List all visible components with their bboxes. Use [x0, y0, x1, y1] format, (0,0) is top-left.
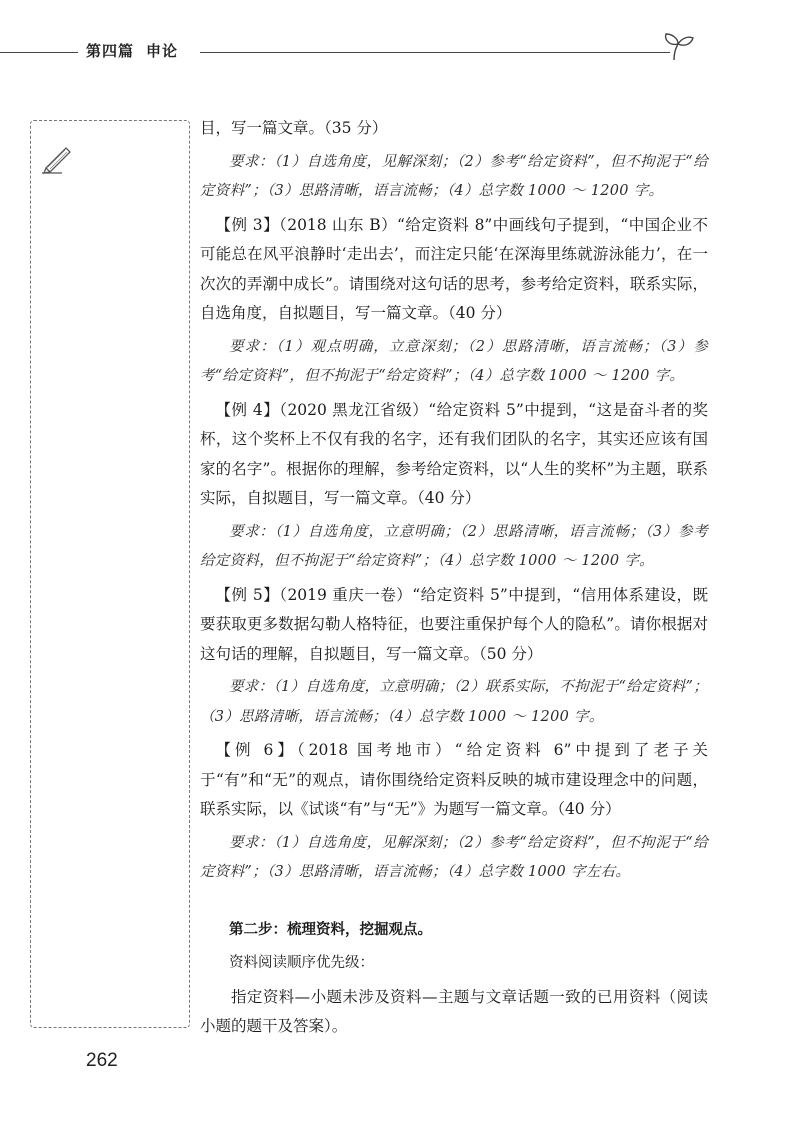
paragraph-continuation: 目，写一篇文章。（35 分） — [200, 119, 388, 137]
article-content — [200, 114, 708, 1046]
header-rule-left — [0, 52, 78, 53]
requirements-example-5: 要求：（1）自选角度，立意明确；（2）联系实际，不拘泥于“给定资料”；（3）思路清晰，语言流畅；（4）总字数 1000 ～ 1200 字。 — [200, 679, 708, 725]
example-4: 【例 4】（2020 黑龙江省级）“给定资料 5”中提到，“这是奋斗者的奖杯，这个奖杯上不仅有我的名字，还有我们团队的名字，其实还应该有国家的名字”。根据你的理解，参考给定资料，以“人生的奖杯”为主题，联系实际，自拟题目，写一篇文章。（40 分） — [200, 400, 708, 507]
part-label: 第四篇 — [86, 42, 135, 60]
example-5: 【例 5】（2019 重庆一卷）“给定资料 5”中提到，“信用体系建设，既要获取更多数据勾勒人格特征，也要注重保护每个人的隐私”。请你根据对这句话的理解，自拟题目，写一篇文章。（50 分） — [200, 585, 708, 663]
pen-icon — [40, 140, 74, 174]
notes-sidebar — [30, 120, 190, 1028]
section-header — [86, 40, 178, 61]
example-3: 【例 3】（2018 山东 B）“给定资料 8”中画线句子提到，“中国企业不可能总在风平浪静时‘走出去’，而注定只能‘在深海里练就游泳能力’，在一次次的弄潮中成长”。请围绕对这句话的思考，参考给定资料，联系实际，自选角度，自拟题目，写一篇文章。（40 分） — [200, 215, 708, 322]
step-two-heading: 第二步：梳理资料，挖掘观点。 — [229, 921, 432, 938]
requirements-example-2: 要求：（1）自选角度，见解深刻；（2）参考“给定资料”，但不拘泥于“给定资料”；（3）思路清晰，语言流畅；（4）总字数 1000 ～ 1200 字。 — [200, 153, 708, 199]
requirements-example-4: 要求：（1）自选角度，立意明确；（2）思路清晰，语言流畅；（3）参考给定资料，但不拘泥于“给定资料”；（4）总字数 1000 ～ 1200 字。 — [200, 523, 708, 569]
reading-order-heading: 资料阅读顺序优先级： — [229, 955, 374, 971]
subject-label: 申论 — [146, 42, 179, 60]
requirements-example-3: 要求：（1）观点明确，立意深刻；（2）思路清晰，语言流畅；（3）参考“给定资料”，但不拘泥于“给定资料”；（4）总字数 1000 ～ 1200 字。 — [200, 338, 708, 384]
page-number: 262 — [86, 1050, 118, 1071]
sprout-icon — [660, 26, 696, 62]
reading-order-body: 指定资料—小题未涉及资料—主题与文章话题一致的已用资料（阅读小题的题干及答案）。 — [200, 987, 708, 1035]
header-rule-right — [200, 52, 670, 53]
requirements-example-6: 要求：（1）自选角度，见解深刻；（2）参考“给定资料”，但不拘泥于“给定资料”；（3）思路清晰，语言流畅；（4）总字数 1000 字左右。 — [200, 834, 708, 880]
example-6: 【例 6】（2018 国考地市）“给定资料 6”中提到了老子关于“有”和“无”的观点，请你围绕给定资料反映的城市建设理念中的问题，联系实际，以《试谈“有”与“无”》为题写一篇文章。（40 分） — [200, 741, 708, 818]
